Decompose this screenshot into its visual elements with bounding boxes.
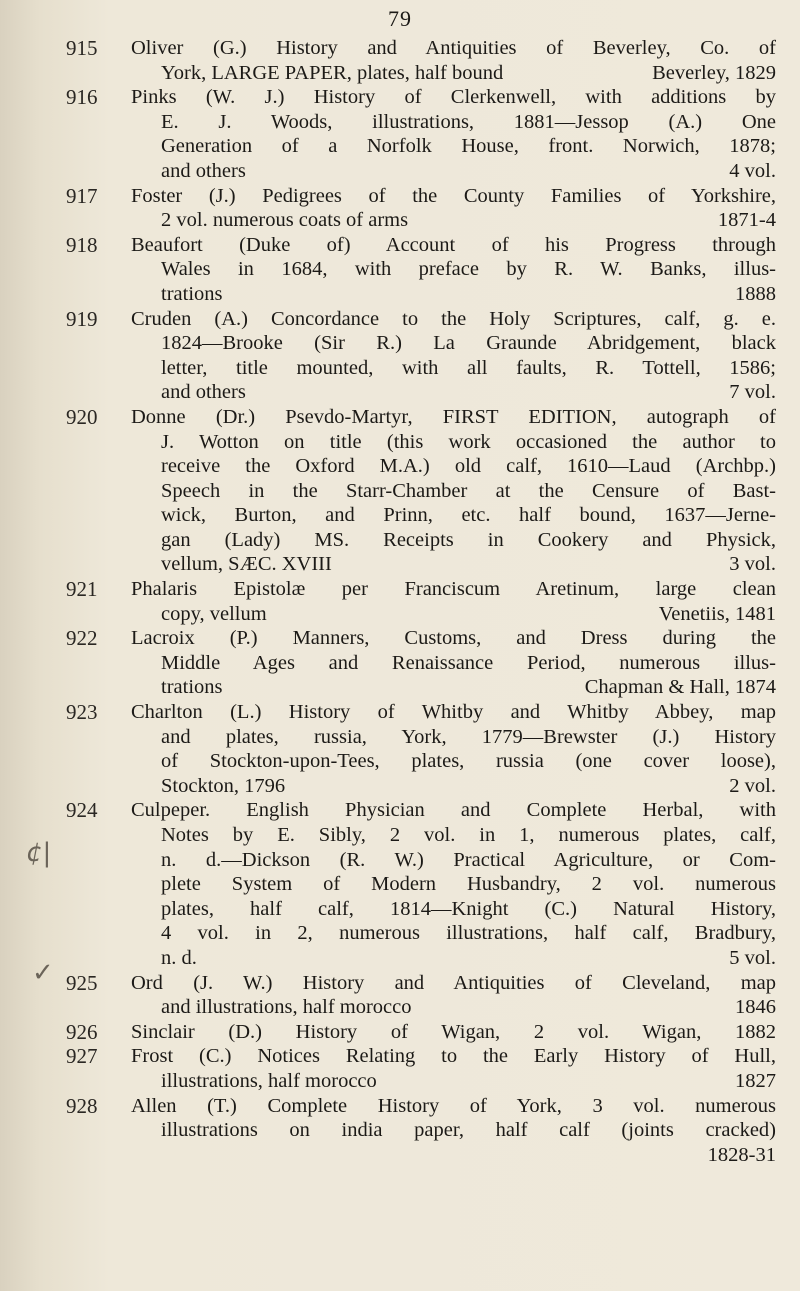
entry-line-left: and others: [161, 381, 246, 404]
entry-line: Wales in 1684, with preface by R. W. Banks, illus-: [161, 258, 776, 281]
entry-line: Cruden (A.) Concordance to the Holy Scriptures, calf, g. e.: [131, 307, 776, 330]
entry-line: wick, Burton, and Prinn, etc. half bound, 1637—Jerne-: [161, 504, 776, 527]
lot-number: 916: [66, 85, 98, 110]
lot-number: 926: [66, 1019, 98, 1044]
entry-line: illustrations on india paper, half calf (joints cracked): [161, 1119, 776, 1142]
catalogue-entry: [0, 307, 776, 405]
entry-line-imprint: [131, 380, 776, 405]
entry-line-right: 1827: [735, 1069, 776, 1092]
entry-line-right: 1888: [735, 282, 776, 305]
catalogue-entry: [0, 184, 776, 233]
entry-line-right: 5 vol.: [729, 946, 776, 969]
entry-line-imprint: [131, 208, 776, 233]
entry-line-left: 2 vol. numerous coats of arms: [161, 209, 409, 232]
entry-line: plete System of Modern Husbandry, 2 vol. numerous: [161, 873, 776, 896]
entry-line: of Stockton-upon-Tees, plates, russia (one cover loose),: [161, 750, 776, 773]
catalogue-entry: [0, 1044, 776, 1093]
entry-line-right: 3 vol.: [729, 553, 776, 576]
catalogue-entry: [0, 626, 776, 700]
catalogue-entry: [0, 36, 776, 85]
entry-line-left: copy, vellum: [161, 602, 267, 625]
entry-line: Beaufort (Duke of) Account of his Progress through: [131, 233, 776, 256]
entry-line: 1824—Brooke (Sir R.) La Graunde Abridgement, black: [161, 332, 776, 355]
entry-line: Donne (Dr.) Psevdo-Martyr, FIRST EDITION, autograph of: [131, 405, 776, 428]
entry-line-imprint: [131, 995, 776, 1020]
lot-number: 921: [66, 577, 98, 602]
entry-line: Middle Ages and Renaissance Period, numerous illus-: [161, 651, 776, 674]
entry-line: plates, half calf, 1814—Knight (C.) Natural History,: [161, 897, 776, 920]
entry-line-right: 1871-4: [717, 209, 776, 232]
entry-line: Notes by E. Sibly, 2 vol. in 1, numerous plates, calf,: [161, 824, 776, 846]
lot-number: 918: [66, 232, 98, 257]
entry-line-right: Chapman & Hall, 1874: [584, 676, 776, 699]
lot-number: 925: [66, 970, 98, 995]
entry-line-imprint: [131, 61, 776, 86]
entry-line-imprint: [131, 1069, 776, 1094]
entry-line: Pinks (W. J.) History of Clerkenwell, with additions by: [131, 86, 776, 109]
catalogue-entry: [0, 971, 776, 1020]
entry-line: Speech in the Starr-Chamber at the Censure of Bast-: [161, 479, 776, 502]
pencil-margin-mark-icon: ¢|: [26, 838, 52, 868]
entry-line: Oliver (G.) History and Antiquities of Beverley, Co. of: [131, 37, 776, 59]
entry-line: Ord (J. W.) History and Antiquities of Cleveland, map: [131, 971, 776, 994]
entry-line-imprint: [131, 282, 776, 307]
lot-number: 915: [66, 36, 98, 60]
entry-line-left: trations: [161, 676, 223, 699]
entry-line-left: vellum, SÆC. XVIII: [161, 553, 332, 576]
entry-line-right: Beverley, 1829: [652, 61, 776, 84]
catalogue-entry: [0, 233, 776, 307]
lot-number: 919: [66, 306, 98, 331]
lot-number: 928: [66, 1093, 98, 1118]
entry-line-imprint: [131, 602, 776, 627]
entry-line-right: 1846: [735, 996, 776, 1019]
lot-number: 924: [66, 798, 98, 823]
entry-line: Lacroix (P.) Manners, Customs, and Dress during the: [131, 627, 776, 650]
entry-line: letter, title mounted, with all faults, R. Tottell, 1586;: [161, 356, 776, 379]
catalogue-entry: [0, 85, 776, 183]
entry-line-left: trations: [161, 282, 223, 305]
entry-line: Foster (J.) Pedigrees of the County Families of Yorkshire,: [131, 184, 776, 207]
entry-line-right: 2 vol.: [729, 774, 776, 797]
catalogue-entry: [0, 405, 776, 577]
entry-line: receive the Oxford M.A.) old calf, 1610—Laud (Archbp.): [161, 455, 776, 478]
entry-line: 4 vol. in 2, numerous illustrations, half calf, Bradbury,: [161, 922, 776, 945]
entry-line: Phalaris Epistolæ per Franciscum Aretinum, large clean: [131, 578, 776, 601]
entry-line-left: and others: [161, 159, 246, 182]
entry-line-imprint: [131, 946, 776, 971]
entry-line: n. d.—Dickson (R. W.) Practical Agriculture, or Com-: [161, 848, 776, 871]
lot-number: 922: [66, 626, 98, 651]
entry-line: 1828-31: [707, 1143, 776, 1166]
lot-number: 927: [66, 1044, 98, 1069]
catalogue-entries: [0, 36, 800, 1167]
catalogue-entry: [0, 577, 776, 626]
entry-line-imprint: [131, 774, 776, 799]
entry-line-left: and illustrations, half morocco: [161, 996, 412, 1019]
catalogue-entry: [0, 798, 776, 970]
entry-line-left: n. d.: [161, 946, 197, 969]
catalogue-entry: [0, 1020, 776, 1045]
entry-line: Sinclair (D.) History of Wigan, 2 vol. Wigan, 1882: [131, 1020, 776, 1043]
page-number: 79: [388, 6, 412, 31]
entry-line-imprint: [131, 675, 776, 700]
entry-line: Culpeper. English Physician and Complete Herbal, with: [131, 799, 776, 822]
lot-number: 917: [66, 183, 98, 208]
entry-line-left: York, LARGE PAPER, plates, half bound: [161, 61, 504, 84]
entry-line-left: illustrations, half morocco: [161, 1069, 377, 1092]
lot-number: 923: [66, 700, 98, 725]
entry-line: Charlton (L.) History of Whitby and Whitby Abbey, map: [131, 701, 776, 724]
entry-line: Frost (C.) Notices Relating to the Early History of Hull,: [131, 1045, 776, 1068]
pencil-tick-mark-icon: ✓: [32, 958, 54, 988]
entry-line: gan (Lady) MS. Receipts in Cookery and Physick,: [161, 528, 776, 551]
entry-line: and plates, russia, York, 1779—Brewster (J.) History: [161, 725, 776, 748]
entry-line-imprint: [131, 159, 776, 184]
lot-number: 920: [66, 404, 98, 429]
entry-line-imprint: [131, 552, 776, 577]
entry-line: Allen (T.) Complete History of York, 3 vol. numerous: [131, 1094, 776, 1117]
entry-line-left: Stockton, 1796: [161, 774, 286, 797]
catalogue-entry: [0, 700, 776, 798]
entry-line: Generation of a Norfolk House, front. Norwich, 1878;: [161, 135, 776, 158]
entry-line-right: Venetiis, 1481: [658, 602, 776, 625]
catalogue-entry: [0, 1094, 776, 1168]
entry-line-right: 4 vol.: [729, 159, 776, 182]
entry-line-right: 7 vol.: [729, 381, 776, 404]
entry-line: E. J. Woods, illustrations, 1881—Jessop (A.) One: [161, 110, 776, 133]
entry-line: J. Wotton on title (this work occasioned the author to: [161, 430, 776, 453]
